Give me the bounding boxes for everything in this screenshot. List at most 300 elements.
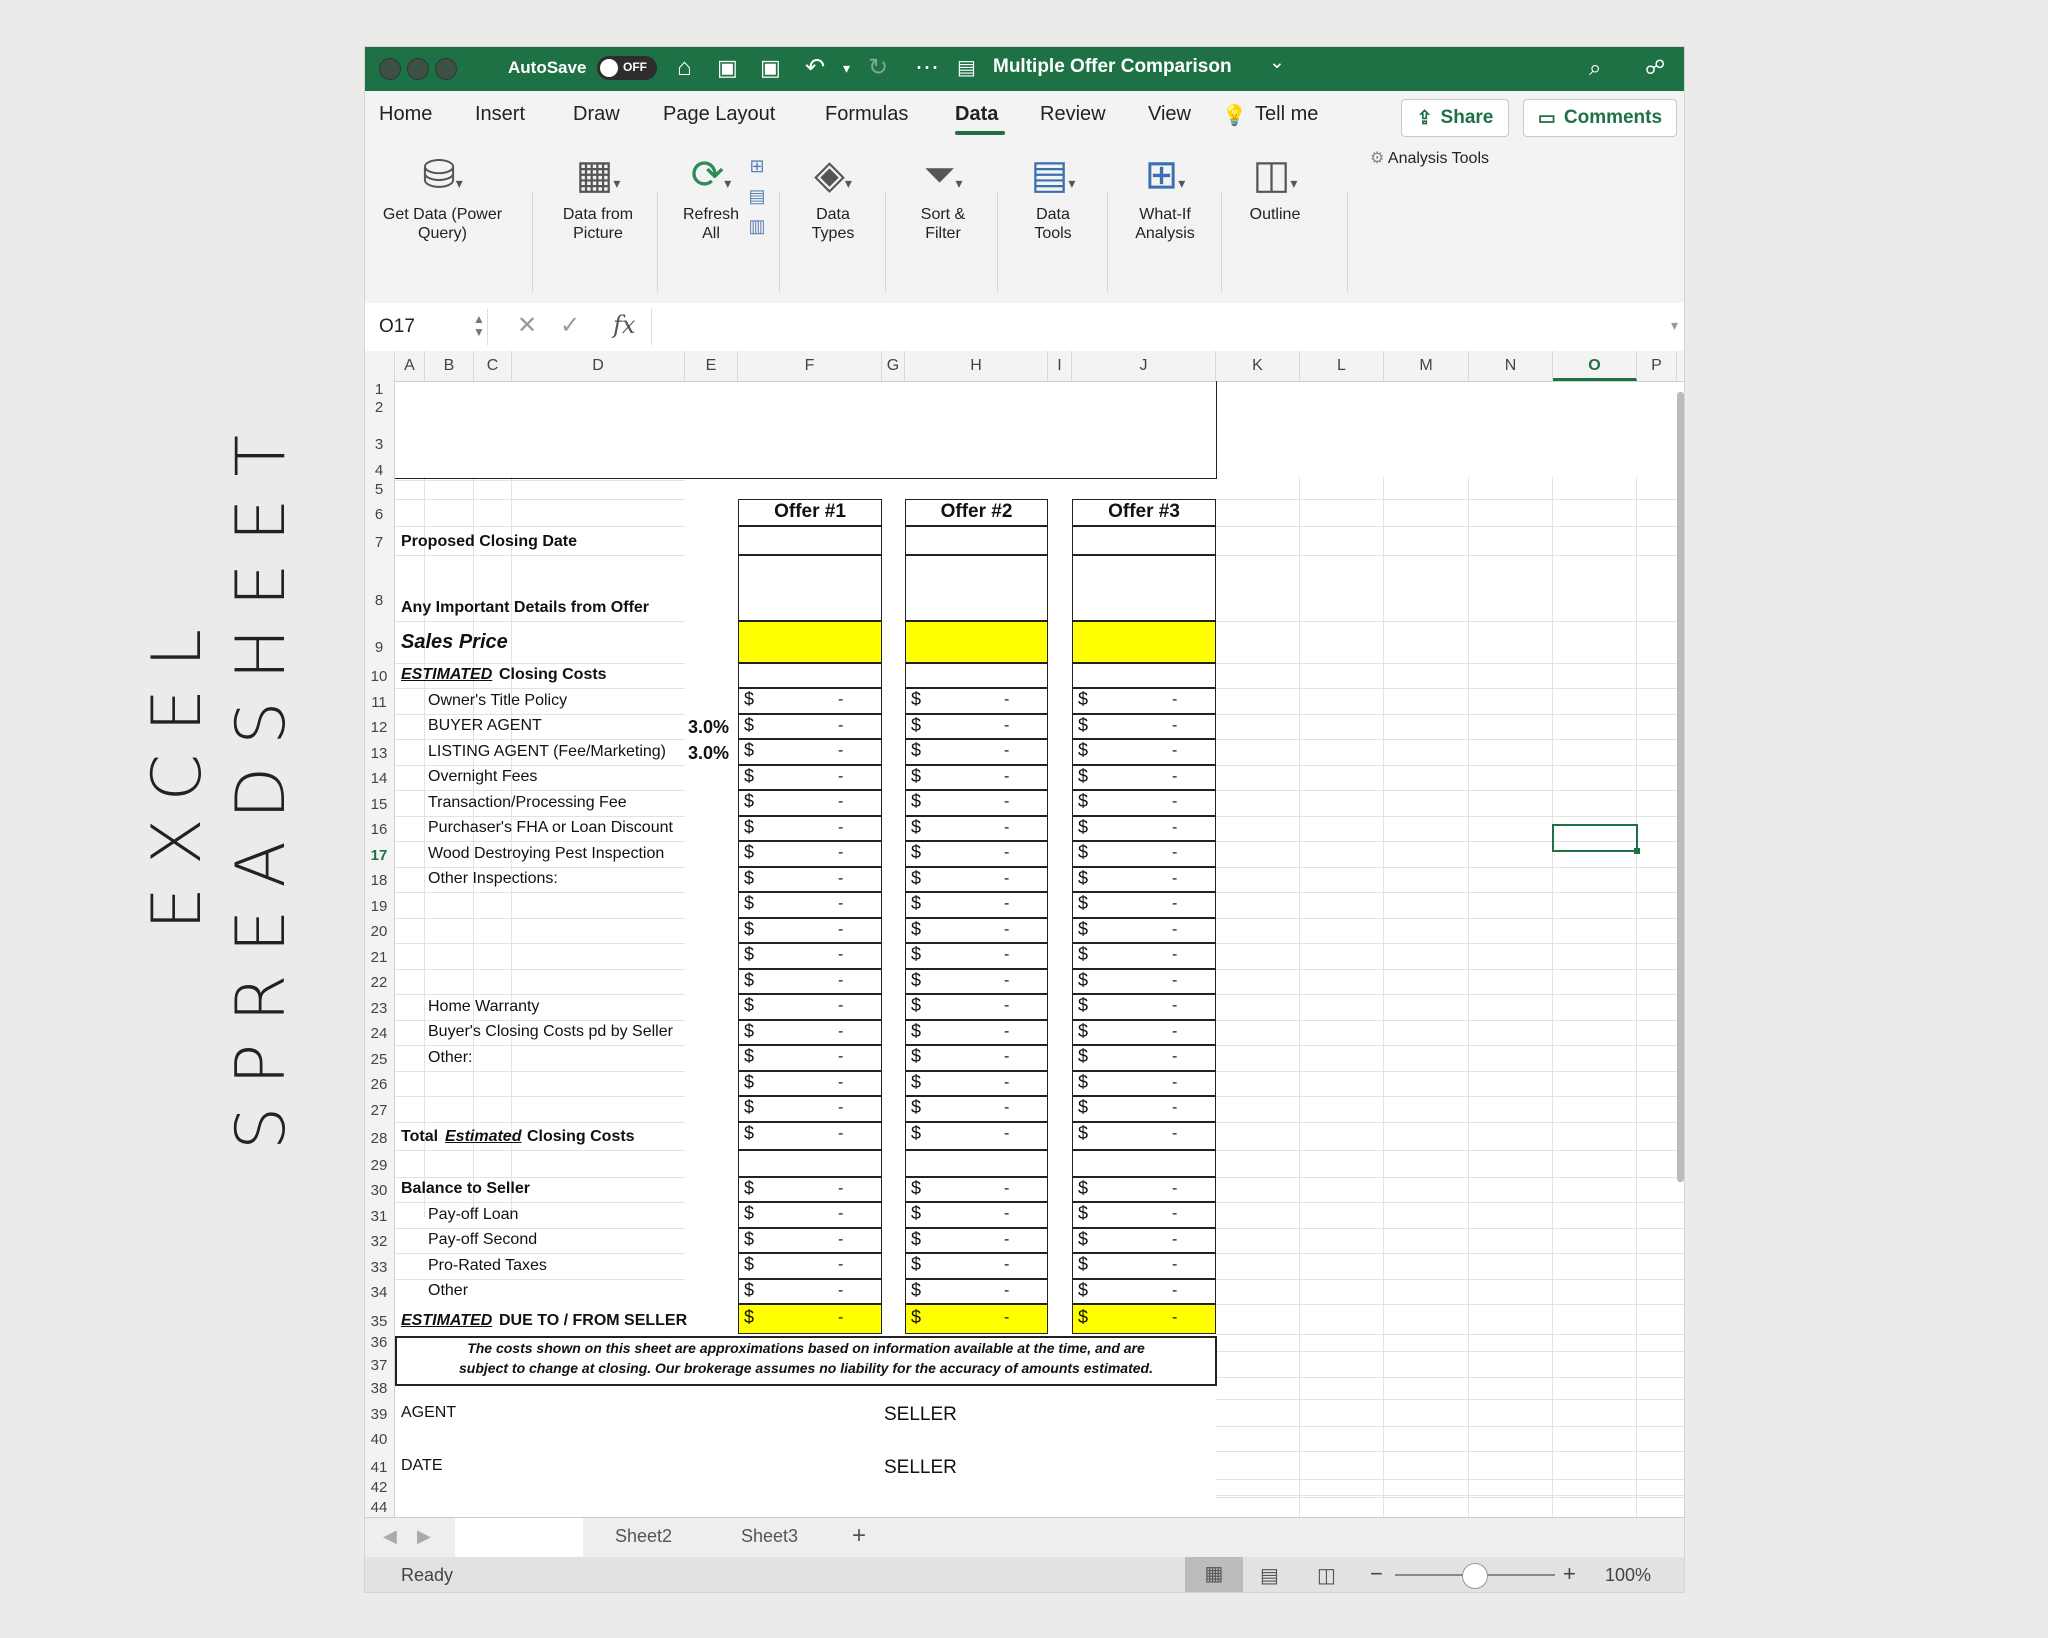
- row-header-39[interactable]: 39: [370, 1405, 388, 1423]
- row-header-38[interactable]: 38: [370, 1380, 388, 1398]
- amount-cell[interactable]: [905, 1096, 1048, 1122]
- currency-symbol: $: [744, 1097, 755, 1117]
- amount-value: -: [838, 1099, 844, 1116]
- row-header-36[interactable]: 36: [370, 1334, 388, 1351]
- row-header-20[interactable]: 20: [370, 923, 388, 941]
- row-header-29[interactable]: 29: [370, 1156, 388, 1174]
- redo-icon[interactable]: ↻: [868, 54, 889, 81]
- amount-cell[interactable]: [1072, 688, 1216, 714]
- title-bar: [365, 47, 1684, 91]
- currency-symbol: $: [911, 740, 922, 760]
- row-header-23[interactable]: 23: [370, 1000, 388, 1018]
- enter-icon[interactable]: ✓: [560, 312, 581, 339]
- amount-cell[interactable]: [1072, 1071, 1216, 1096]
- amount-cell[interactable]: [1072, 892, 1216, 918]
- amount-value: -: [838, 946, 844, 963]
- row-header-15[interactable]: 15: [370, 796, 388, 814]
- amount-cell[interactable]: [905, 714, 1048, 739]
- due-from-seller-cell[interactable]: [1072, 1304, 1216, 1334]
- column-header-f[interactable]: F: [738, 351, 882, 381]
- row-header-9[interactable]: 9: [374, 639, 384, 657]
- currency-symbol: $: [1078, 766, 1089, 786]
- fill-handle[interactable]: [1634, 848, 1640, 854]
- currency-symbol: $: [744, 1046, 755, 1066]
- ribbon-separator: [779, 192, 780, 292]
- column-header-c[interactable]: C: [474, 351, 512, 381]
- amount-cell[interactable]: [1072, 1228, 1216, 1253]
- row-header-24[interactable]: 24: [370, 1025, 388, 1043]
- amount-cell[interactable]: [1072, 1045, 1216, 1071]
- amount-cell[interactable]: [738, 1071, 882, 1096]
- gridline-h: [1216, 790, 1684, 791]
- page-break-view-icon[interactable]: ◫: [1317, 1565, 1336, 1587]
- tab-tell-me[interactable]: Tell me: [1255, 103, 1319, 125]
- amount-cell[interactable]: [905, 816, 1048, 841]
- row-header-4[interactable]: 4: [374, 461, 384, 479]
- amount-cell[interactable]: [905, 1202, 1048, 1228]
- column-header-i[interactable]: I: [1048, 351, 1072, 381]
- gridline-h: [395, 892, 685, 893]
- what-if-label: What-If Analysis: [1135, 206, 1195, 242]
- worksheet-grid[interactable]: [365, 381, 1684, 1517]
- row-header-40[interactable]: 40: [370, 1431, 388, 1449]
- amount-cell[interactable]: [1072, 1096, 1216, 1122]
- amount-cell[interactable]: [905, 1071, 1048, 1096]
- amount-cell[interactable]: [905, 765, 1048, 790]
- selected-cell-o17[interactable]: [1552, 824, 1638, 852]
- amount-cell[interactable]: [738, 790, 882, 816]
- title-chevron-icon[interactable]: ⌄: [1269, 52, 1285, 73]
- amount-cell[interactable]: [1072, 918, 1216, 943]
- gridline-v: [1636, 477, 1637, 1517]
- column-header-j[interactable]: J: [1072, 351, 1216, 381]
- amount-cell[interactable]: [905, 1122, 1048, 1150]
- amount-cell[interactable]: [738, 892, 882, 918]
- amount-cell[interactable]: [905, 1279, 1048, 1304]
- gridline-h: [395, 526, 685, 527]
- currency-symbol: $: [1078, 1254, 1089, 1274]
- column-header-k[interactable]: K: [1216, 351, 1300, 381]
- due-from-seller-cell[interactable]: [905, 1304, 1048, 1334]
- amount-cell[interactable]: [1072, 943, 1216, 969]
- column-header-e[interactable]: E: [685, 351, 738, 381]
- amount-cell[interactable]: [738, 1228, 882, 1253]
- amount-value: -: [1172, 1074, 1178, 1091]
- scroll-left-icon[interactable]: ◀: [383, 1526, 397, 1546]
- row-header-3[interactable]: 3: [374, 436, 384, 454]
- share-icon: ⇪: [1416, 107, 1433, 129]
- normal-view-button[interactable]: ▦: [1185, 1557, 1243, 1592]
- data-tools-button[interactable]: [1003, 147, 1103, 243]
- status-bar: [365, 1557, 1684, 1592]
- add-sheet-button[interactable]: +: [852, 1522, 867, 1549]
- amount-value: -: [1172, 717, 1178, 734]
- closing-date-cell[interactable]: [1072, 526, 1216, 555]
- amount-value: -: [1172, 895, 1178, 912]
- currency-symbol: $: [744, 1178, 755, 1198]
- amount-value: -: [1172, 691, 1178, 708]
- more-icon[interactable]: ⋯: [915, 54, 939, 81]
- divider: [651, 309, 652, 345]
- column-header-a[interactable]: A: [395, 351, 425, 381]
- row-header-2[interactable]: 2: [374, 399, 384, 417]
- currency-symbol: $: [1078, 715, 1089, 735]
- amount-cell[interactable]: [1072, 1253, 1216, 1279]
- queries-connections-icons[interactable]: ⊞ ▤ ▥: [748, 156, 766, 236]
- row-header-30[interactable]: 30: [370, 1182, 388, 1200]
- select-all-corner[interactable]: [365, 351, 395, 381]
- minimize-window-button[interactable]: [407, 58, 429, 80]
- listing-agent-percent: 3.0%: [688, 743, 730, 763]
- gridline-h: [1216, 918, 1684, 919]
- tab-formulas[interactable]: Formulas: [825, 103, 909, 125]
- column-header-p[interactable]: P: [1637, 351, 1677, 381]
- comments-label: Comments: [1563, 107, 1663, 128]
- amount-value: -: [1004, 793, 1010, 810]
- undo-icon[interactable]: ↶: [805, 54, 826, 81]
- row-header-6[interactable]: 6: [374, 505, 384, 523]
- amount-value: -: [838, 1074, 844, 1091]
- label-seller-2: SELLER: [884, 1457, 957, 1478]
- currency-symbol: $: [911, 842, 922, 862]
- page-layout-view-icon[interactable]: ▤: [1260, 1565, 1279, 1587]
- amount-cell[interactable]: [738, 816, 882, 841]
- amount-value: -: [838, 819, 844, 836]
- amount-value: -: [1172, 946, 1178, 963]
- amount-cell[interactable]: [738, 969, 882, 994]
- amount-cell[interactable]: [738, 1096, 882, 1122]
- currency-symbol: $: [1078, 868, 1089, 888]
- row-header-42[interactable]: 42: [370, 1479, 388, 1496]
- amount-cell[interactable]: [1072, 1202, 1216, 1228]
- amount-value: -: [838, 921, 844, 938]
- row-header-8[interactable]: 8: [374, 591, 384, 609]
- outline-button[interactable]: [1225, 147, 1325, 224]
- tab-view[interactable]: View: [1148, 103, 1191, 125]
- row-header-11[interactable]: 11: [371, 694, 387, 712]
- amount-value: -: [838, 1282, 844, 1299]
- gridline-h: [1216, 1377, 1684, 1378]
- amount-cell[interactable]: [1072, 969, 1216, 994]
- amount-cell[interactable]: [1072, 1177, 1216, 1202]
- gridline-h: [1216, 499, 1684, 500]
- amount-cell[interactable]: [738, 1177, 882, 1202]
- amount-cell[interactable]: [905, 918, 1048, 943]
- share-button[interactable]: [1401, 99, 1509, 137]
- row-header-21[interactable]: 21: [370, 949, 388, 967]
- gridline-h: [1216, 1479, 1684, 1480]
- expand-formula-icon[interactable]: ▾: [1671, 317, 1679, 333]
- amount-cell[interactable]: [738, 1253, 882, 1279]
- currency-symbol: $: [744, 791, 755, 811]
- row-header-14[interactable]: 14: [370, 770, 388, 788]
- gridline-h: [1216, 765, 1684, 766]
- blank-cell: [1072, 1150, 1216, 1177]
- save-as-icon[interactable]: ▣: [760, 55, 781, 80]
- amount-cell[interactable]: [905, 969, 1048, 994]
- column-header-g[interactable]: G: [882, 351, 905, 381]
- comment-icon: ▭: [1537, 107, 1556, 129]
- gridline-h: [1216, 714, 1684, 715]
- amount-cell[interactable]: [1072, 1122, 1216, 1150]
- gridline-h: [1216, 892, 1684, 893]
- gridline-h: [395, 765, 685, 766]
- row-header-44[interactable]: 44: [370, 1498, 388, 1516]
- amount-cell[interactable]: [1072, 765, 1216, 790]
- gridline-h: [395, 1096, 685, 1097]
- amount-cell[interactable]: [738, 1020, 882, 1045]
- amount-value: -: [1172, 972, 1178, 989]
- amount-cell[interactable]: [738, 1202, 882, 1228]
- amount-cell[interactable]: [738, 739, 882, 765]
- side-title-line1: EXCEL: [138, 607, 217, 930]
- name-box-stepper-icon[interactable]: ▲ ▼: [473, 312, 485, 339]
- label-prorated-taxes: Pro-Rated Taxes: [428, 1257, 547, 1274]
- gridline-h: [1216, 994, 1684, 995]
- tab-data[interactable]: Data: [955, 103, 999, 125]
- row-header-17[interactable]: 17: [370, 847, 388, 865]
- row-header-31[interactable]: 31: [370, 1208, 388, 1226]
- row-header-19[interactable]: 19: [370, 898, 388, 916]
- column-header-h[interactable]: H: [905, 351, 1048, 381]
- amount-cell[interactable]: [1072, 867, 1216, 892]
- currency-symbol: $: [911, 1097, 922, 1117]
- blank-cell: [738, 1150, 882, 1177]
- closing-date-cell[interactable]: [905, 526, 1048, 555]
- amount-cell[interactable]: [738, 688, 882, 714]
- zoom-out-button[interactable]: −: [1370, 1561, 1383, 1586]
- tab-insert[interactable]: Insert: [475, 103, 526, 125]
- amount-cell[interactable]: [1072, 841, 1216, 867]
- label-pest-inspection: Wood Destroying Pest Inspection: [428, 845, 665, 862]
- column-header-l[interactable]: L: [1300, 351, 1384, 381]
- amount-value: -: [838, 768, 844, 785]
- sales-price-cell[interactable]: [738, 621, 882, 663]
- amount-value: -: [838, 793, 844, 810]
- column-header-m[interactable]: M: [1384, 351, 1469, 381]
- label-listing-agent: LISTING AGENT (Fee/Marketing): [428, 743, 666, 760]
- column-header-n[interactable]: N: [1469, 351, 1553, 381]
- divider: [487, 309, 488, 345]
- disclaimer-line2: subject to change at closing. Our brokerage assumes no liability for the accuracy of amounts estimated.: [459, 1360, 1153, 1376]
- label-buyer-closing-costs: Buyer's Closing Costs pd by Seller: [428, 1023, 673, 1040]
- row-header-37[interactable]: 37: [370, 1357, 388, 1375]
- outline-icon: ◫▾: [1252, 153, 1298, 197]
- amount-cell[interactable]: [905, 688, 1048, 714]
- amount-cell[interactable]: [905, 1228, 1048, 1253]
- amount-cell[interactable]: [905, 892, 1048, 918]
- row-header-41[interactable]: 41: [370, 1458, 388, 1476]
- amount-cell[interactable]: [738, 867, 882, 892]
- tab-page-layout[interactable]: Page Layout: [663, 103, 776, 125]
- label-estimated: ESTIMATED: [401, 666, 493, 683]
- amount-cell[interactable]: [905, 739, 1048, 765]
- amount-cell[interactable]: [905, 841, 1048, 867]
- sort-filter-button[interactable]: [893, 147, 993, 243]
- gridline-h: [395, 1045, 685, 1046]
- currency-symbol: $: [1078, 1280, 1089, 1300]
- amount-value: -: [838, 1205, 844, 1222]
- amount-cell[interactable]: [738, 918, 882, 943]
- amount-cell[interactable]: [905, 994, 1048, 1020]
- gridline-v: [424, 477, 425, 1217]
- currency-symbol: $: [744, 817, 755, 837]
- search-icon[interactable]: ⌕: [1589, 55, 1602, 80]
- what-if-analysis-button[interactable]: [1110, 147, 1220, 243]
- gridline-h: [395, 969, 685, 970]
- row-header-22[interactable]: 22: [370, 974, 388, 992]
- amount-value: -: [1172, 844, 1178, 861]
- amount-cell[interactable]: [1072, 1020, 1216, 1045]
- amount-value: -: [1004, 717, 1010, 734]
- closing-date-cell[interactable]: [738, 526, 882, 555]
- amount-cell[interactable]: [905, 943, 1048, 969]
- amount-cell[interactable]: [738, 1279, 882, 1304]
- amount-cell[interactable]: [738, 714, 882, 739]
- currency-symbol: $: [1078, 944, 1089, 964]
- data-from-picture-button[interactable]: [543, 147, 653, 243]
- gridline-h: [395, 1202, 685, 1203]
- row-header-7[interactable]: 7: [374, 534, 384, 552]
- formula-bar: [365, 303, 1684, 352]
- get-data-button[interactable]: [375, 147, 510, 243]
- row-header-18[interactable]: 18: [370, 872, 388, 890]
- column-header-d[interactable]: D: [512, 351, 685, 381]
- amount-value: -: [1172, 870, 1178, 887]
- amount-cell[interactable]: [905, 1253, 1048, 1279]
- amount-cell[interactable]: [1072, 714, 1216, 739]
- blank-cell: [905, 663, 1048, 688]
- label-home-warranty: Home Warranty: [428, 998, 540, 1015]
- amount-cell[interactable]: [1072, 1279, 1216, 1304]
- function-icon[interactable]: fx: [613, 311, 636, 339]
- row-header-25[interactable]: 25: [370, 1051, 388, 1069]
- currency-symbol: $: [1078, 689, 1089, 709]
- currency-symbol: $: [911, 1178, 922, 1198]
- save-icon[interactable]: ▣: [717, 55, 738, 80]
- amount-value: -: [838, 691, 844, 708]
- vertical-scrollbar[interactable]: [1677, 392, 1684, 1182]
- label-payoff-second: Pay-off Second: [428, 1231, 538, 1248]
- name-box[interactable]: O17: [379, 316, 415, 337]
- undo-dropdown-icon[interactable]: ▾: [843, 60, 851, 76]
- cancel-icon[interactable]: ✕: [517, 312, 538, 339]
- row-header-34[interactable]: 34: [370, 1284, 388, 1302]
- row-header-26[interactable]: 26: [370, 1076, 388, 1094]
- label-agent: AGENT: [401, 1404, 457, 1421]
- amount-value: -: [838, 870, 844, 887]
- amount-cell[interactable]: [905, 1045, 1048, 1071]
- currency-symbol: $: [911, 689, 922, 709]
- row-header-10[interactable]: 10: [370, 668, 388, 686]
- sales-price-cell[interactable]: [905, 621, 1048, 663]
- scroll-right-icon[interactable]: ▶: [417, 1526, 431, 1546]
- amount-cell[interactable]: [1072, 994, 1216, 1020]
- row-header-32[interactable]: 32: [370, 1233, 388, 1251]
- maximize-window-button[interactable]: [435, 58, 457, 80]
- tab-home[interactable]: Home: [379, 103, 433, 125]
- tab-sheet2[interactable]: Sheet2: [615, 1526, 673, 1546]
- amount-cell[interactable]: [738, 841, 882, 867]
- gridline-h: [395, 739, 685, 740]
- zoom-in-button[interactable]: +: [1563, 1561, 1576, 1586]
- row-header-27[interactable]: 27: [370, 1102, 388, 1120]
- row-header-33[interactable]: 33: [370, 1259, 388, 1277]
- amount-cell[interactable]: [1072, 790, 1216, 816]
- analysis-tools-label: Analysis Tools: [1387, 150, 1489, 167]
- currency-symbol: $: [744, 1072, 755, 1092]
- close-window-button[interactable]: [379, 58, 401, 80]
- row-header-5[interactable]: 5: [374, 480, 384, 498]
- amount-value: -: [1004, 1205, 1010, 1222]
- document-title: Multiple Offer Comparison: [993, 56, 1232, 77]
- row-header-35[interactable]: 35: [370, 1313, 388, 1331]
- account-icon[interactable]: ☍: [1645, 57, 1666, 79]
- tab-review[interactable]: Review: [1040, 103, 1106, 125]
- currency-symbol: $: [911, 919, 922, 939]
- label-total-closing-costs: Closing Costs: [527, 1128, 635, 1145]
- amount-cell[interactable]: [905, 1020, 1048, 1045]
- zoom-slider-knob[interactable]: [1462, 1563, 1488, 1589]
- comments-button[interactable]: [1523, 99, 1677, 137]
- excel-window: [365, 47, 1684, 1592]
- amount-cell[interactable]: [738, 1122, 882, 1150]
- gridline-h: [395, 1150, 685, 1151]
- column-header-b[interactable]: B: [425, 351, 474, 381]
- amount-cell[interactable]: [1072, 739, 1216, 765]
- amount-cell[interactable]: [905, 1177, 1048, 1202]
- column-header-o[interactable]: O: [1553, 351, 1637, 381]
- document-icon: ▤: [957, 57, 976, 79]
- toggle-knob: [600, 59, 618, 77]
- row-header-16[interactable]: 16: [370, 821, 388, 839]
- gridline-h: [395, 943, 685, 944]
- label-overnight-fees: Overnight Fees: [428, 768, 538, 785]
- amount-value: -: [1172, 768, 1178, 785]
- details-cell[interactable]: [1072, 555, 1216, 621]
- row-header-13[interactable]: 13: [370, 745, 388, 763]
- amount-value: -: [1172, 1023, 1178, 1040]
- data-types-button[interactable]: [783, 147, 883, 243]
- gridline-h: [395, 867, 685, 868]
- amount-value: -: [1172, 1099, 1178, 1116]
- row-header-1[interactable]: 1: [374, 381, 384, 398]
- analysis-tools-button[interactable]: [1370, 149, 1530, 168]
- amount-cell[interactable]: [905, 867, 1048, 892]
- amount-cell[interactable]: [738, 765, 882, 790]
- home-icon[interactable]: ⌂: [677, 54, 692, 81]
- row-header-12[interactable]: 12: [370, 719, 388, 737]
- details-cell[interactable]: [905, 555, 1048, 621]
- offer-header-1: Offer #1: [774, 501, 846, 522]
- currency-symbol: $: [744, 919, 755, 939]
- tab-draw[interactable]: Draw: [573, 103, 620, 125]
- row-header-28[interactable]: 28: [370, 1129, 388, 1147]
- amount-cell[interactable]: [1072, 816, 1216, 841]
- amount-cell[interactable]: [738, 994, 882, 1020]
- tab-sheet3[interactable]: Sheet3: [741, 1526, 799, 1546]
- details-cell[interactable]: [738, 555, 882, 621]
- autosave-toggle[interactable]: [597, 56, 657, 80]
- due-from-seller-cell[interactable]: [738, 1304, 882, 1334]
- currency-symbol: $: [911, 1021, 922, 1041]
- amount-cell[interactable]: [738, 943, 882, 969]
- gridline-h: [1216, 1071, 1684, 1072]
- amount-cell[interactable]: [738, 1045, 882, 1071]
- label-proposed-closing-date: Proposed Closing Date: [401, 533, 578, 550]
- amount-cell[interactable]: [905, 790, 1048, 816]
- sales-price-cell[interactable]: [1072, 621, 1216, 663]
